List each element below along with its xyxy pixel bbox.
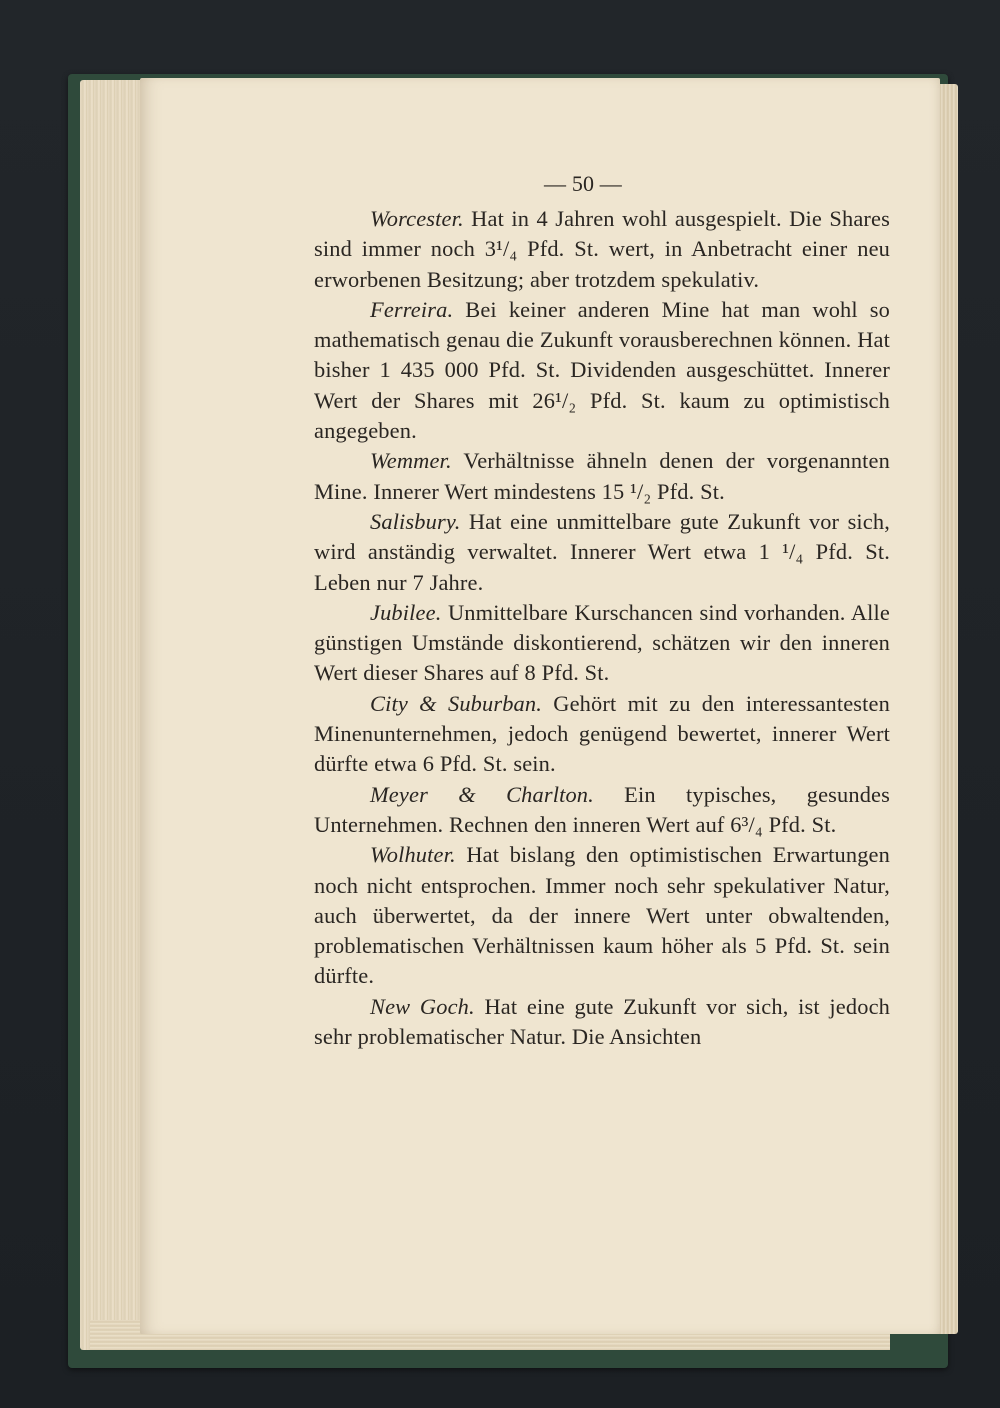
entry-text: Verhältnisse ähneln denen der vorgenannten Mine. Innerer Wert mindestens 15 ¹/₂ Pfd. St. (314, 448, 890, 504)
paragraph-city-suburban (314, 689, 890, 780)
entry-name: Worcester. (370, 206, 464, 231)
page-number: — 50 — (544, 171, 622, 196)
entry-text: Hat in 4 Jahren wohl ausgespielt. Die Shares sind immer noch 3¹/₄ Pfd. St. wert, in Anbetracht einer neu erworbenen Besitzung; aber trotzdem spekulativ. (314, 206, 890, 292)
entry-name: Meyer & Charlton. (370, 781, 594, 807)
entry-text: Hat eine unmittelbare gute Zukunft vor sich, wird anständig verwaltet. Innerer Wert etwa 1 ¹/₄ Pfd. St. Leben nur 7 Jahre. (314, 508, 890, 595)
paragraph-worcester (314, 204, 890, 295)
paragraph-new-goch (314, 992, 890, 1053)
paragraph-wolhuter (314, 840, 890, 991)
entry-name: New Goch. (370, 993, 475, 1019)
entry-name: Jubilee. (370, 599, 442, 625)
page-text (314, 164, 890, 1052)
entry-name: Wemmer. (370, 448, 452, 474)
entry-text: Hat eine gute Zukunft vor sich, ist jedoch sehr problematischer Natur. Die Ansichten (314, 993, 891, 1050)
paragraph-salisbury (314, 507, 890, 598)
entry-text: Unmittelbare Kurschancen sind vorhanden. Alle günstigen Umstände diskontierend, schätzen wir den inneren Wert dieser Shares auf 8 Pfd. St. (314, 599, 890, 686)
paragraph-meyer-charlton (314, 780, 890, 841)
entry-text: Gehört mit zu den interessantesten Minenunternehmen, jedoch genügend bewertet, innerer Wert dürfte etwa 6 Pfd. St. sein. (314, 690, 890, 777)
entry-name: Wolhuter. (370, 842, 456, 868)
entry-text: Ein typisches, gesundes Unternehmen. Rechnen den inneren Wert auf 6³/₄ Pfd. St. (314, 781, 891, 837)
entry-text: Hat bislang den optimistischen Erwartungen noch nicht entsprochen. Immer noch sehr spekulativer Natur, auch überwertet, da der innere Wert unter obwaltenden, problematischen Verhältnissen kaum höher als 5 Pfd. St. sein dürfte. (314, 842, 890, 989)
entry-name: Ferreira. (370, 296, 454, 322)
paragraph-ferreira (314, 295, 890, 446)
entry-name: Salisbury. (370, 508, 461, 534)
paragraph-wemmer (314, 446, 890, 507)
entry-text: Bei keiner anderen Mine hat man wohl so mathematisch genau die Zukunft vorausberechnen können. Hat bisher 1 435 000 Pfd. St. Dividenden ausgeschüttet. Innerer Wert der Shares mit 26¹/₂ Pfd. St. kaum zu optimistisch angegeben. (314, 296, 890, 444)
entry-name: City & Suburban. (370, 690, 542, 716)
paragraph-jubilee (314, 598, 890, 689)
